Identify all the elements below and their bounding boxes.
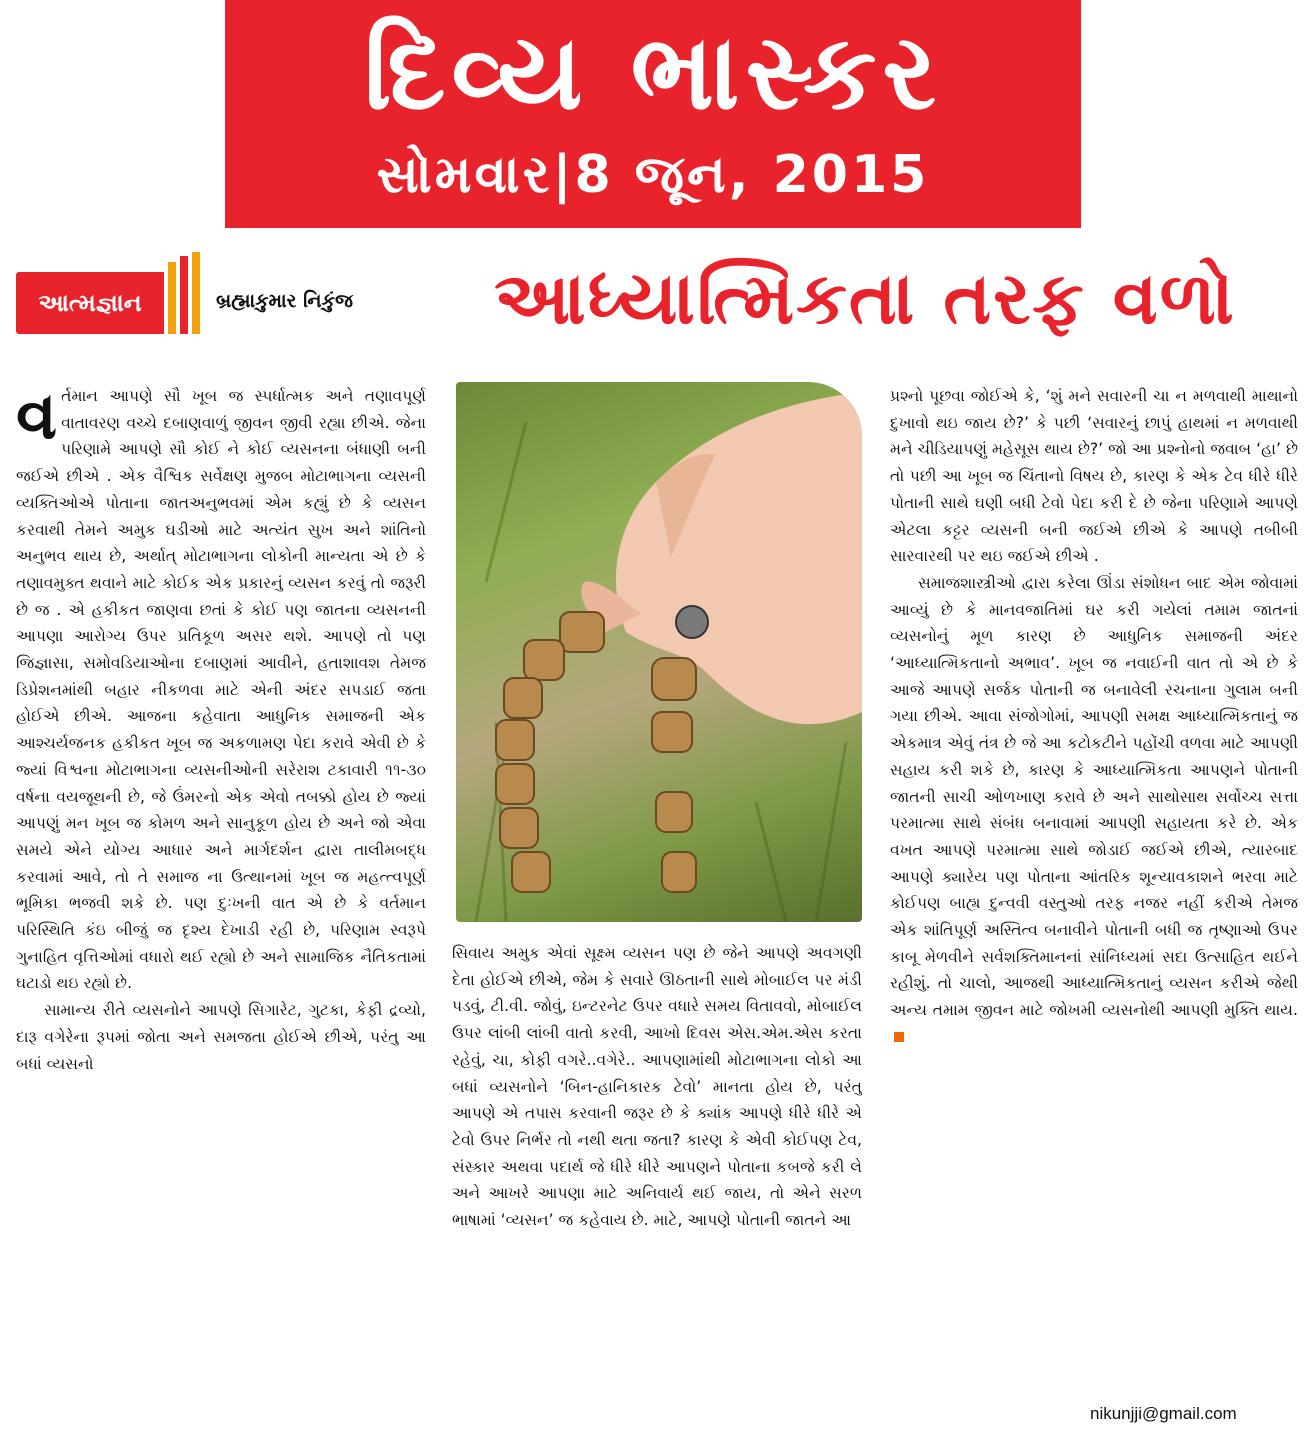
article-headline: આધ્યાત્મિકતા તરફ વળો: [494, 256, 1236, 340]
article-column-left: [16, 383, 426, 1433]
hand-with-prayer-beads-icon: [456, 382, 862, 922]
publication-date: સોમવાર|8 જૂન, 2015: [376, 145, 930, 205]
paragraph: પ્રશ્નો પૂછવા જોઈએ કે, ‘શું મને સવારની ચા ન મળવાથી માથાનો દુખાવો થઇ જાય છે?’ કે પછી ‘સવારનું છાપું હાથમાં ન મળવાથી મને ચીડિયાપણું મહેસૂસ થાય છે?’ જો આ પ્રશ્નોનો જવાબ ‘હા’ છે તો પછી આ ખૂબ જ ચિંતાનો વિષય છે, કારણ કે એક ટેવ ધીરે ધીરે પોતાની સાથે ઘણી બધી ટેવો પેદા કરી દે છે જેના પરિણામે આપણે એટલા કટ્ટર વ્યસની બની જઈએ છીએ કે આપણે તબીબી સારવારથી પર થઇ જઈએ છીએ .: [890, 387, 1298, 566]
paragraph: સામાન્ય રીતે વ્યસનોને આપણે સિગારેટ, ગુટકા, કેફી દ્રવ્યો, દારૂ વગેરેના રૂપમાં જોતા અને સમજતા હોઈએ છીએ, પરંતુ આ બધાં વ્યસનો: [16, 1001, 426, 1073]
article-photo: [456, 382, 862, 922]
article-column-right: [890, 383, 1298, 1403]
author-name: બ્રહ્માકુમાર નિકુંજ: [216, 290, 353, 312]
section-tag: આત્મજ્ઞાન: [16, 272, 164, 334]
paragraph: વર્તમાન આપણે સૌ ખૂબ જ સ્પર્ધાત્મક અને તણાવપૂર્ણ વાતાવરણ વચ્ચે દબાણવાળું જીવન જીવી રહ્યા છીએ. જેના પરિણામે આપણે સૌ કોઈ ને કોઈ વ્યસનના બંધાણી બની જઈએ છીએ . એક વૈશ્વિક સર્વેક્ષણ મુજબ મોટાભાગના વ્યસની વ્યક્તિઓએ પોતાના જાતઅનુભવમાં એમ કહ્યું છે કે વ્યસન કરવાથી તેમને અમુક ઘડીઓ માટે અત્યંત સુખ અને શાંતિનો અનુભવ થાય છે, અર્થાત્ મોટાભાગના લોકોની માન્યતા એ છે કે તણાવમુક્ત થવાને માટે કોઈક એક પ્રકારનું વ્યસન કરવું તો જરૂરી છે જ . એ હકીકત જાણવા છતાં કે કોઈ પણ જાતના વ્યસનની આપણા આરોગ્ય ઉપર પ્રતિકૂળ અસર થશે. આપણે તો પણ જિજ્ઞાસા, સમોવડિયાઓના દબાણમાં આવીને, હતાશાવશ તેમજ ડિપ્રેશનમાંથી બહાર નીકળવા માટે એની અંદર સપડાઈ જતા હોઈએ છીએ. આજના કહેવાતા આધુનિક સમાજની એક આશ્ચર્યજનક હકીકત ખૂબ જ અકળામણ પેદા કરાવે એવી છે કે જ્યાં વિશ્વના મોટાભાગના વ્યસનીઓની સરેરાશ ટકાવારી ૧૧-૩૦ વર્ષના વયજૂથની છે, જે ઉંમરનો એક એવો તબક્કો હોય છે જ્યાં આપણું મન ખૂબ જ કોમળ અને સાનુકૂળ હોય છે અને જો એવા સમયે એને યોગ્ય આધાર અને માર્ગદર્શન દ્વારા તાલીમબદ્ધ કરવામાં આવે, તો તે સમાજ ના ઉત્થાનમાં ખૂબ જ મહત્ત્વપૂર્ણ ભૂમિકા ભજવી શકે છે. પણ દુઃખની વાત એ છે કે વર્તમાન પરિસ્થિતિ કંઇ બીજું જ દૃશ્ય દેખાડી રહી છે, પરિણામ સ્વરૂપે ગુનાહિત વૃત્તિઓમાં વધારો થઈ રહ્યો છે અને સામાજિક નૈતિકતામાં ઘટાડો થઇ રહ્યો છે.: [16, 383, 426, 993]
author-email: nikunjji@gmail.com: [1090, 1404, 1237, 1423]
drop-cap: વ: [16, 383, 58, 454]
newspaper-title: દિવ્ય ભાસ્કર: [363, 11, 943, 133]
masthead: [225, 0, 1081, 228]
end-mark-icon: [894, 1032, 904, 1042]
paragraph: સમાજશાસ્ત્રીઓ દ્વારા કરેલા ઊંડા સંશોધન બાદ એમ જોવામાં આવ્યું છે કે માનવજાતિમાં ઘર કરી ગયેલાં તમામ જાતનાં વ્યસનોનું મૂળ કારણ છે આધુનિક સમાજની અંદર ‘આધ્યાત્મિકતાનો અભાવ’. ખૂબ જ નવાઈની વાત તો એ છે કે આજે આપણે સર્જક પોતાની જ બનાવેલી રચનાના ગુલામ બની ગયા છીએ. આવા સંજોગોમાં, આપણી સમક્ષ આધ્યાત્મિકતાનું જ એકમાત્ર એવું તંત્ર છે જે આ કટોકટીને પહોંચી વળવા માટે આપણી સહાય કરી શકે છે, કારણ કે આધ્યાત્મિકતા આપણને પોતાની જાતની સાચી ઓળખાણ કરાવે છે અને સાથોસાથ સર્વોચ્ચ સત્તા પરમાત્મા સાથે સંબંધ બનાવામાં આપણી સહાયતા કરે છે. એક વખત આપણે પરમાત્મા સાથે જોડાઈ જઈએ છીએ, ત્યારબાદ આપણે ક્યારેય પણ પોતાના આંતરિક શૂન્યાવકાશને ભરવા માટે કોઈપણ બાહ્ય દુન્વવી વસ્તુઓ તરફ નજર નહીં કરીએ તેમજ એક શાંતિપૂર્ણ અસ્તિત્વ બનાવીને પોતાની બધી જ તૃષ્ણાઓ ઉપર કાબૂ મેળવીને સર્વશક્તિમાનનાં સાંનિધ્યમાં સદા ઉત્સાહિત થઈને રહીશું. તો ચાલો, આજથી આધ્યાત્મિકતાનું વ્યસન કરીએ જેથી અન્ય તમામ જીવન માટે જોખમી વ્યસનોથી આપણી મુક્તિ થાય.: [890, 570, 1298, 1051]
section-bars-icon: [166, 252, 210, 336]
paragraph: સિવાય અમુક એવાં સૂક્ષ્મ વ્યસન પણ છે જેને આપણે અવગણી દેતા હોઈએ છીએ, જેમ કે સવારે ઊઠતાની સાથે મોબાઈલ પર મંડી પડવું, ટી.વી. જોવું, ઇન્ટરનેટ ઉપર વધારે સમય વિતાવવો, મોબાઈલ ઉપર લાંબી લાંબી વાતો કરવી, આખો દિવસ એસ.એમ.એસ કરતા રહેવું, ચા, કોફી વગરે..વગેરે.. આપણામાંથી મોટાભાગના લોકો આ બધાં વ્યસનોને ‘બિન-હાનિકારક ટેવો’ માનતા હોય છે, પરંતુ આપણે એ તપાસ કરવાની જરૂર છે કે ક્યાંક આપણે ધીરે ધીરે એ ટેવો ઉપર નિર્ભર તો નથી થતા જતા? કારણ કે એવી કોઈપણ ટેવ, સંસ્કાર અથવા પદાર્થ જે ધીરે ધીરે આપણને પોતાના કબજે કરી લે અને આખરે આપણા માટે અનિવાર્ય થઈ જાય, તો એને સરળ ભાષામાં ‘વ્યસન’ જ કહેવાય છે. માટે, આપણે પોતાની જાતને આ: [452, 944, 862, 1230]
article-column-middle: [452, 940, 862, 1434]
